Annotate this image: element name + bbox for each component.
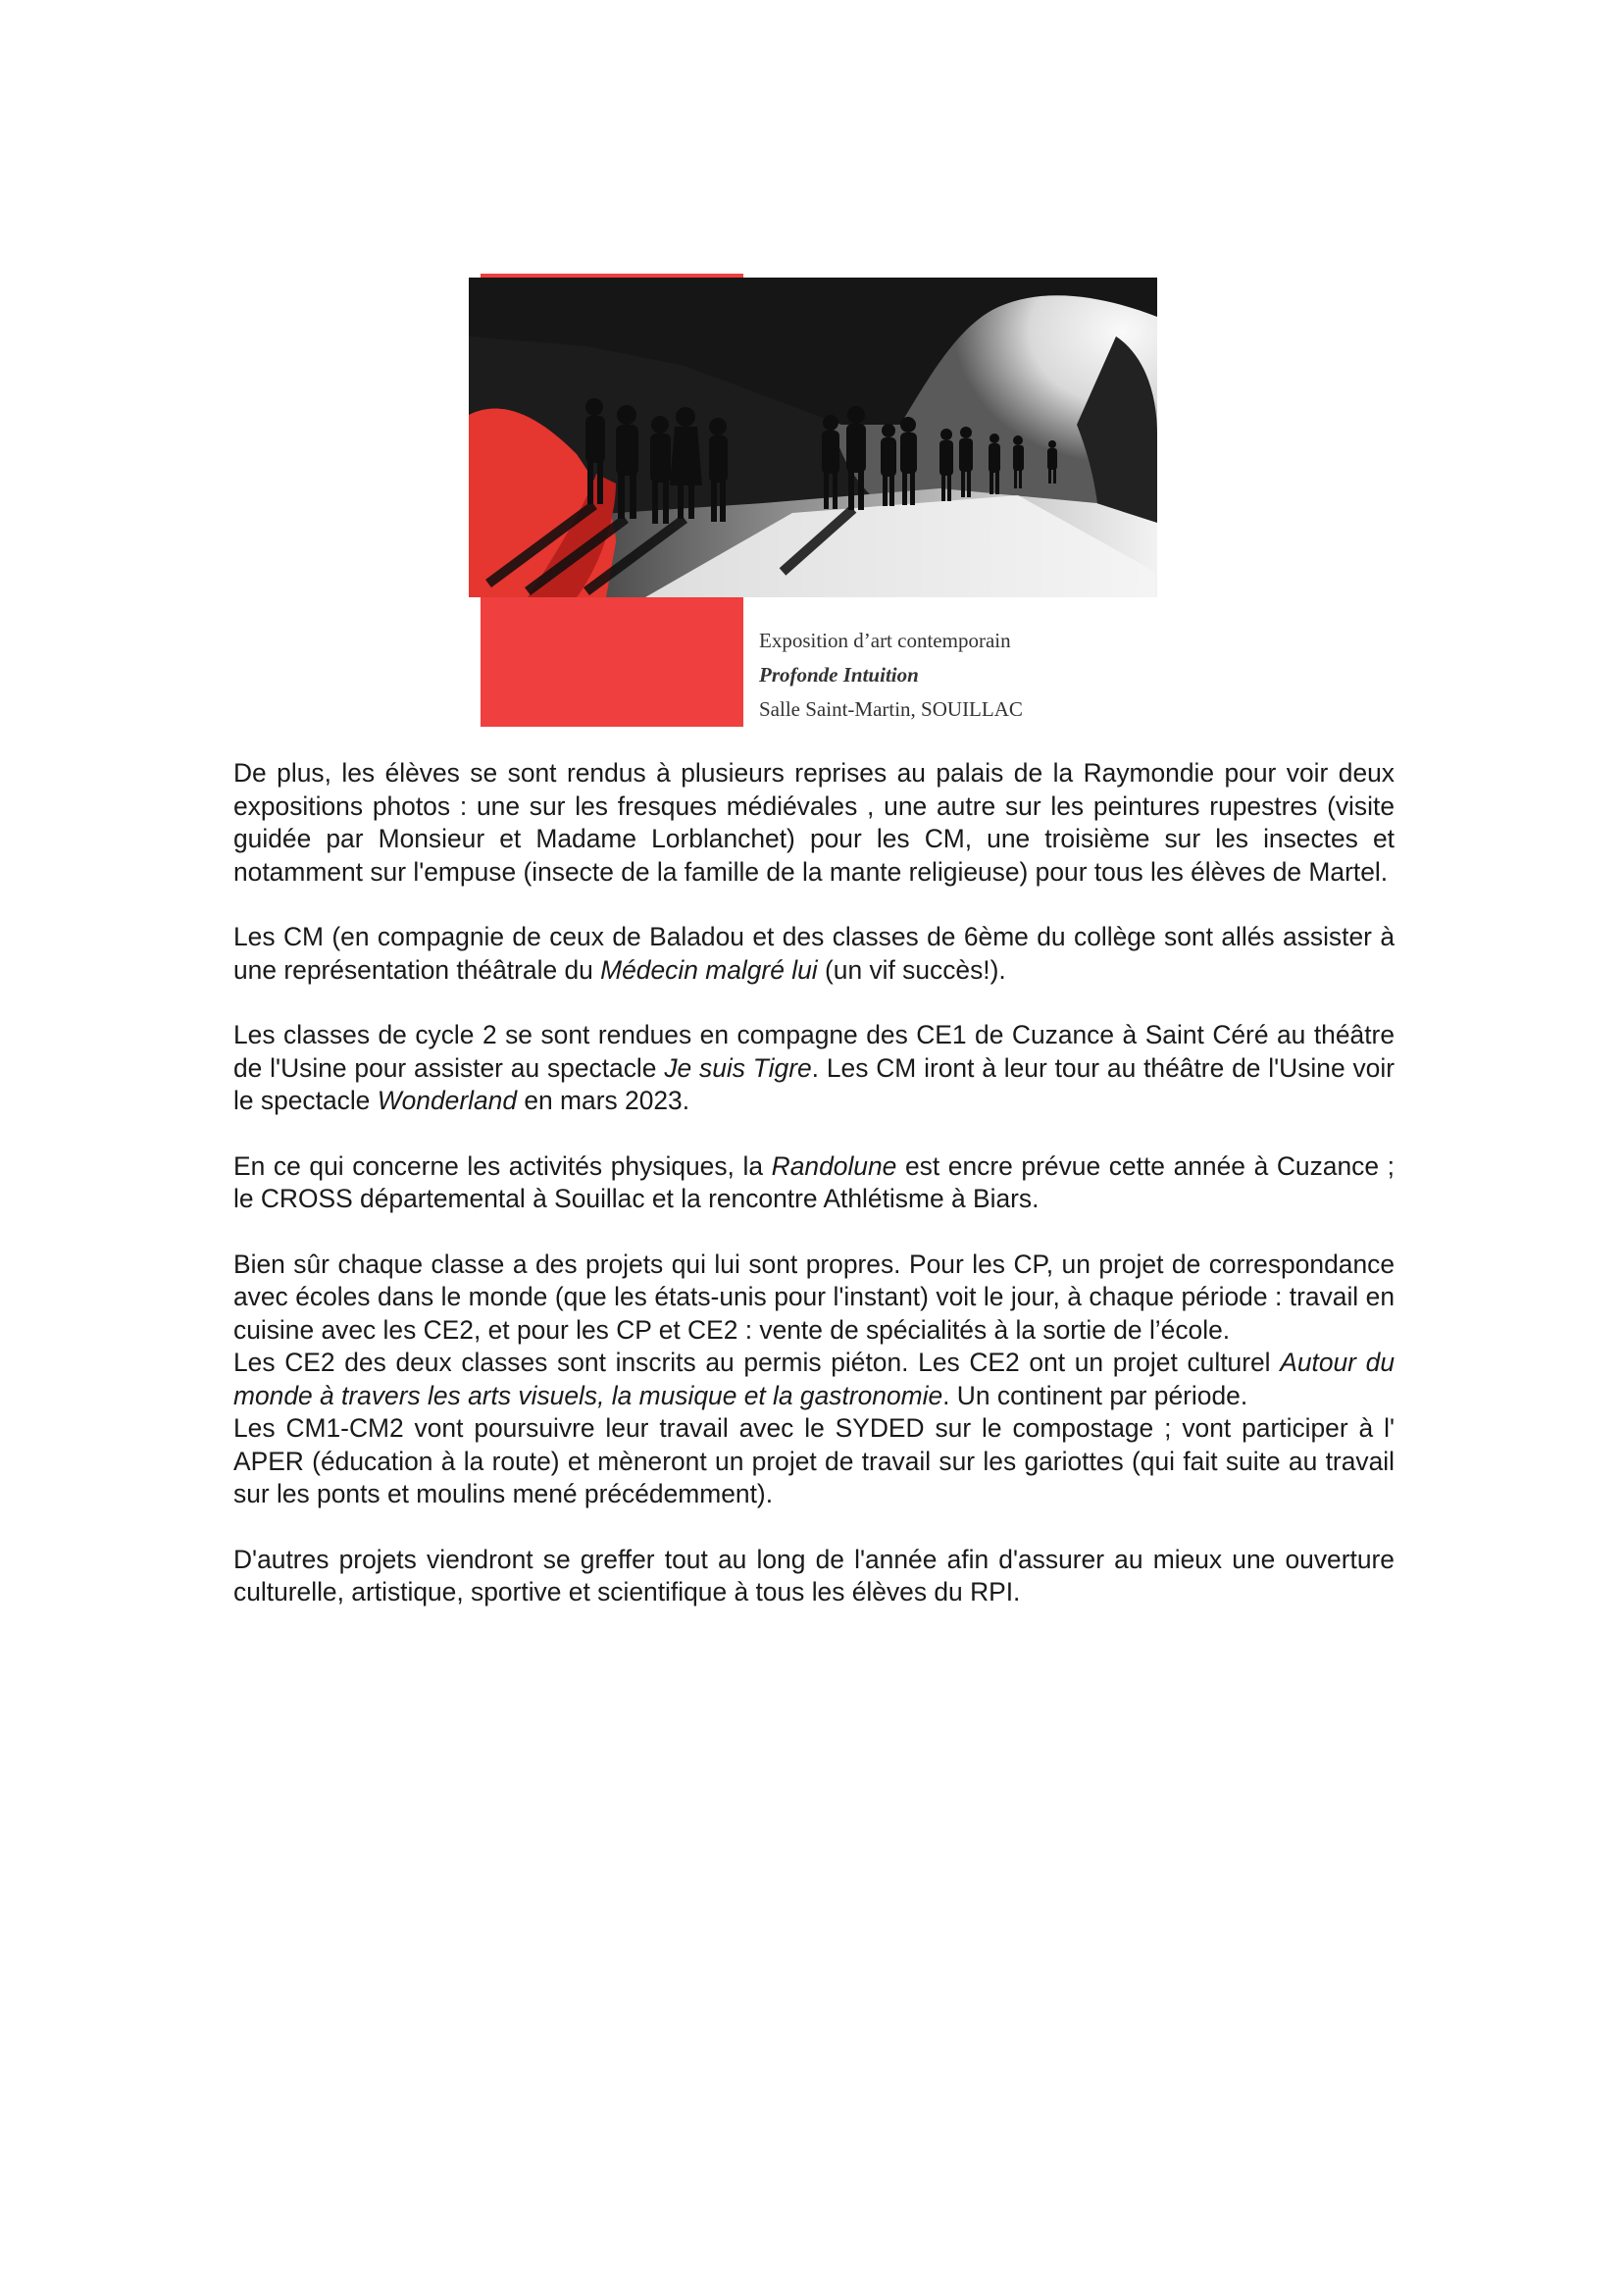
paragraph-text: . Un continent par période. [942, 1380, 1248, 1410]
paragraph [233, 1019, 1395, 1118]
exhibition-poster [469, 274, 1167, 727]
paragraph [233, 757, 1395, 889]
italic-title-text: Autour du monde à travers les arts visuels, la musique et la gastronomie [233, 1348, 1395, 1410]
paragraph [233, 1544, 1395, 1609]
paragraph-text: Les classes de cycle 2 se sont rendues en compagne des CE1 de Cuzance à Saint Céré au théâtre de l'Usine pour assister au spectacle [233, 1020, 1395, 1083]
paragraph-text: en mars 2023. [517, 1086, 690, 1115]
poster-caption-title: Profonde Intuition [759, 663, 919, 687]
paragraph-text: Bien sûr chaque classe a des projets qui lui sont propres. Pour les CP, un projet de correspondance avec écoles dans le monde (que les états-unis pour l'instant) voit le jour, à chaque période : travail en cuisine avec les CE2, et pour les CP et CE2 : vente de spécialités à la sortie de l’école. [233, 1249, 1395, 1345]
paragraph-text: De plus, les élèves se sont rendus à plusieurs reprises au palais de la Raymondie pour voir deux expositions photos : une sur les fresques médiévales , une autre sur les peintures rupestres (visite guidée par Monsieur et Madame Lorblanchet) pour les CM, une troisième sur les insectes et notamment sur l'empuse (insecte de la famille de la mante religieuse) pour tous les élèves de Martel. [233, 758, 1395, 887]
paragraph-text: Les CM1-CM2 vont poursuivre leur travail avec le SYDED sur le compostage ; vont participer à l' APER (éducation à la route) et mèneront un projet de travail sur les gariottes (qui fait suite au travail sur les ponts et moulins mené précédemment). [233, 1413, 1395, 1508]
paragraph [233, 921, 1395, 987]
paragraph-text: . Les CM iront à leur tour au théâtre de l'Usine voir le spectacle [233, 1052, 1395, 1115]
italic-title-text: Wonderland [377, 1086, 518, 1115]
paragraph-text: (un vif succès!). [817, 954, 1006, 985]
paragraph [233, 1412, 1395, 1511]
cave-crowd-photo [469, 278, 1157, 597]
document-body [233, 757, 1395, 1609]
paragraph-text: est encre prévue cette année à Cuzance ; le CROSS départemental à Souillac et la rencontre Athlétisme à Biars. [233, 1150, 1395, 1213]
paragraph-text: Les CM (en compagnie de ceux de Baladou et des classes de 6ème du collège sont allés assister à une représentation théâtrale du [233, 922, 1395, 985]
poster-caption [759, 624, 1161, 727]
italic-title-text: Je suis Tigre [664, 1052, 812, 1083]
paragraph [233, 1150, 1395, 1216]
paragraph-text: Les CE2 des deux classes sont inscrits au permis piéton. Les CE2 ont un projet culturel [233, 1348, 1281, 1377]
poster-caption-line1: Exposition d’art contemporain [759, 629, 1011, 652]
poster-photo [469, 278, 1157, 597]
paragraph-text: D'autres projets viendront se greffer tout au long de l'année afin d'assurer au mieux une ouverture culturelle, artistique, sportive et scientifique à tous les élèves du RPI. [233, 1544, 1395, 1606]
paragraph [233, 1249, 1395, 1348]
italic-title-text: Randolune [771, 1150, 897, 1181]
poster-caption-location: Salle Saint-Martin, SOUILLAC [759, 697, 1023, 721]
paragraph [233, 1347, 1395, 1412]
paragraph-text: En ce qui concerne les activités physiques, la [233, 1150, 772, 1181]
italic-title-text: Médecin malgré lui [600, 954, 818, 985]
